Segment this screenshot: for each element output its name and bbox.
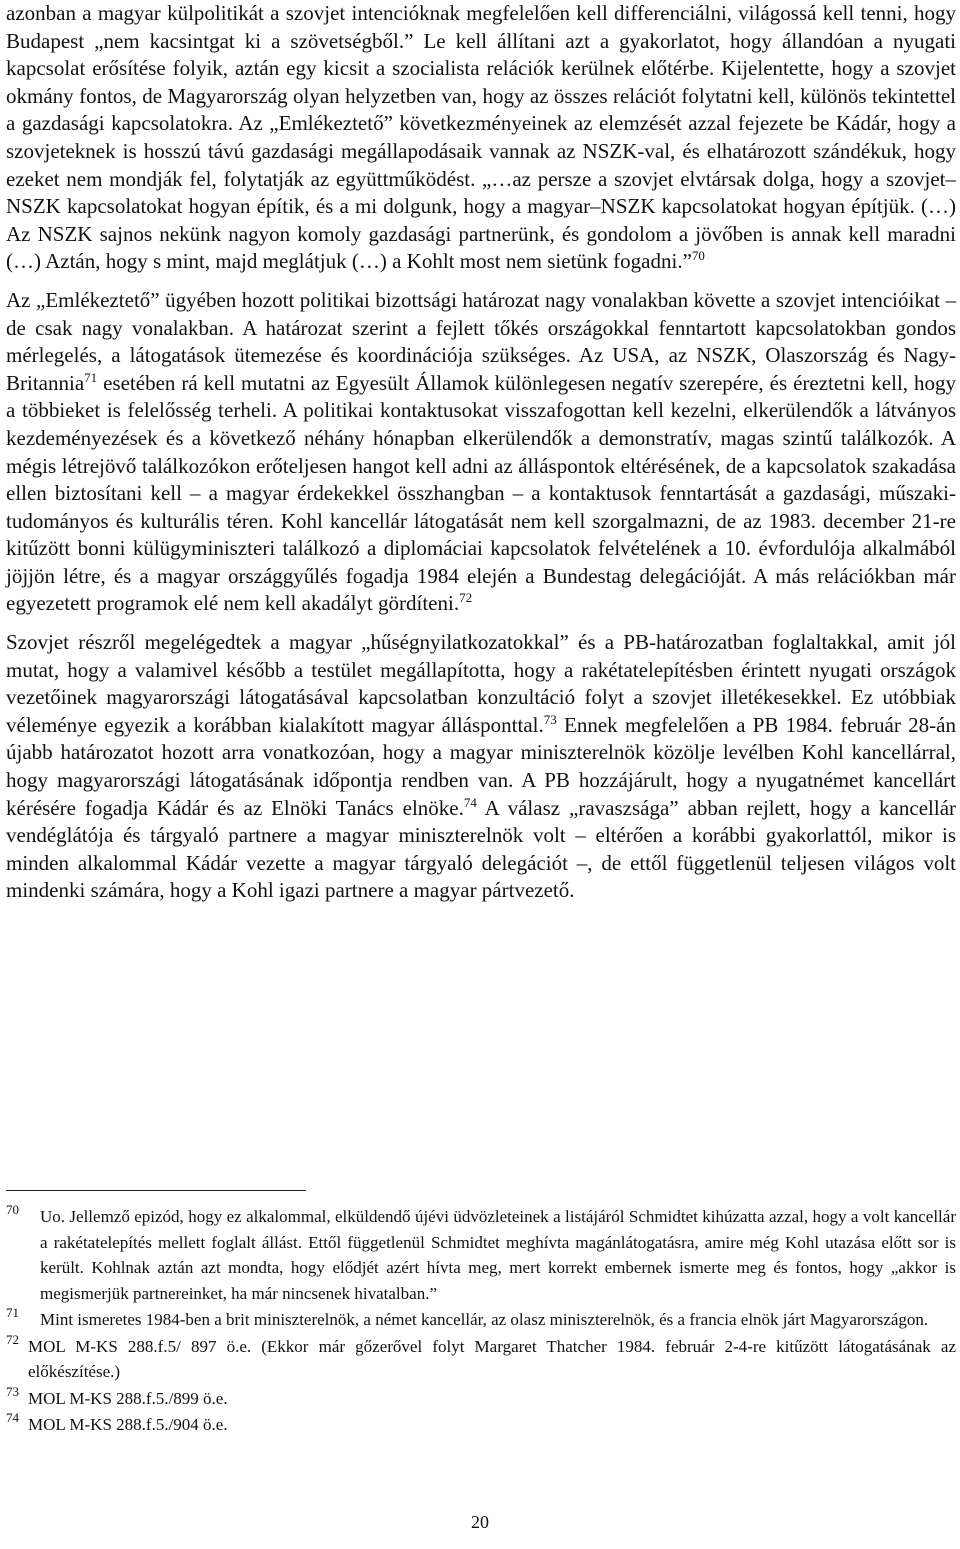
footnote-number: 73 xyxy=(6,1383,19,1399)
paragraph xyxy=(6,629,956,905)
footnote-ref[interactable]: 74 xyxy=(463,794,477,810)
paragraph-text: Az „Emlékeztető” ügyében hozott politikai bizottsági határozat nagy vonalakban követte a szovjet intencióikat – de csak nagy vonalakban. A határozat szerint a fejlett tőkés országokkal fenntartott kapcsolatokban gondos mérlegelés, a látogatások ütemezése és koordinációja szükséges. Az USA, az NSZK, Olaszország és Nagy-Britannia xyxy=(6,287,956,395)
footnote-text: MOL M-KS 288.f.5/ 897 ö.e. (Ekkor már gőzerővel folyt Margaret Thatcher 1984. február 2-4-re kitűzött látogatásának az előkészítése.) xyxy=(28,1336,956,1381)
footnote-74 xyxy=(6,1412,956,1438)
page-number: 20 xyxy=(471,1512,489,1532)
paragraph xyxy=(6,287,956,618)
footnote-70 xyxy=(6,1204,956,1306)
footnote-ref[interactable]: 70 xyxy=(691,248,705,264)
footnote-ref[interactable]: 72 xyxy=(459,590,473,606)
body-text xyxy=(6,0,956,916)
footnote-text: Mint ismeretes 1984-ben a brit miniszterelnök, a német kancellár, az olasz miniszterelnök, és a francia elnök járt Magyarországon. xyxy=(40,1310,929,1329)
paragraph-text: esetében rá kell mutatni az Egyesült Államok különlegesen negatív szerepére, és éreztetni kell, hogy a többieket is felelősség terheli. A politikai kontaktusokat visszafogottan kell kezelni, elkerülendők a látványos kezdeményezések és a következő néhány hónapban elkerülendők a demonstratív, magas szintű találkozók. A mégis létrejövő találkozókon erőteljesen hangot kell adni az álláspontok eltérésének, de a kapcsolatok szakadása ellen biztosítani kell – a magyar érdekekkel összhangban – a kontaktusok fenntartását a gazdasági, műszaki-tudományos és kulturális téren. Kohl kancellár látogatását nem kell szorgalmazni, de az 1983. december 21-re kitűzött bonni külügyminiszteri találkozó a diplomáciai kapcsolatok felvételének a 10. évfordulója alkalmából jöjjön létre, és a magyar országgyűlés fogadja 1984 elején a Bundestag delegációját. A más relációkban már egyezetett programok elé nem kell akadályt gördíteni. xyxy=(6,370,956,616)
footnote-text: MOL M-KS 288.f.5./899 ö.e. xyxy=(28,1388,228,1408)
paragraph xyxy=(6,0,956,276)
footnote-ref[interactable]: 71 xyxy=(84,369,98,385)
paragraph-text: A válasz „ravaszsága” abban rejlett, hogy a kancellár vendéglátója és tárgyaló partnere a magyar miniszterelnök volt – eltérően a korábbi gyakorlattól, mikor is minden alkalommal Kádár vezette a magyar tárgyaló delegációt –, de ettől függetlenül teljesen világos volt mindenki számára, hogy a Kohl igazi partnere a magyar pártvezető. xyxy=(6,795,957,903)
footnote-number: 70 xyxy=(6,1202,19,1217)
footnote-separator xyxy=(6,1190,306,1191)
paragraph-text: Ennek megfelelően a PB 1984. február 28-án újabb határozatot hozott arra vonatkozóan, hogy a magyar miniszterelnök közölje levélben Kohl kancellárral, hogy magyarországi látogatásának időpontja rendben van. A PB hozzájárult, hogy a nyugatnémet kancellárt kérésére fogadja Kádár és az Elnöki Tanács elnöke. xyxy=(6,712,956,820)
paragraph-text: Szovjet részről megelégedtek a magyar „hűségnyilatkozatokkal” és a PB-határozatban foglaltakkal, amit jól mutat, hogy a valamivel később a testület megállapította, hogy a rakétatelepítésben érintett nyugati országok vezetőinek magyarországi látogatásával kapcsolatban konzultáció folyt a szovjet illetékesekkel. Ez utóbbiak véleménye egyezik a korábban kialakított magyar állásponttal. xyxy=(6,630,956,737)
footnote-text: Uo. Jellemző epizód, hogy ez alkalommal, elküldendő újévi üdvözleteinek a listájáról Schmidtet kihúzatta azzal, hogy a volt kancellár a rakétatelepítés mellett foglalt állást. Ettől függetlenül Schmidtet meghívta magánlátogatásra, amire még Kohl utazása előtt sor is került. Kohlnak aztán azt mondta, hogy elődjét azért hívta meg, mert korrekt embernek ismerte meg és fontos, hogy „akkor is megismerjük partnereinket, ha már nincsenek hivatalban.” xyxy=(40,1207,956,1303)
footnote-number: 72 xyxy=(6,1331,19,1347)
footnote-71 xyxy=(6,1307,956,1333)
footnote-number: 74 xyxy=(6,1410,19,1425)
footnote-text: MOL M-KS 288.f.5./904 ö.e. xyxy=(28,1415,228,1434)
paragraph-text: azonban a magyar külpolitikát a szovjet intencióknak megfelelően kell differenciálni, világossá kell tenni, hogy Budapest „nem kacsintgat ki a szövetségből.” Le kell állítani azt a gyakorlatot, hogy állandóan a nyugati kapcsolat erősítése folyik, aztán egy kicsit a szocialista relációk kerülnek előtérbe. Kijelentette, hogy a szovjet okmány fontos, de Magyarország olyan helyzetben van, hogy az összes relációt folytatni kell, különös tekintettel a gazdasági kapcsolatokra. Az „Emlékeztető” következményeinek az elemzését azzal fejezete be Kádár, hogy a szovjeteknek is hosszú távú gazdasági megállapodásaik vannak az NSZK-val, és elhatározott szándékuk, hogy ezeket nem mondják fel, folytatják az együttműködést. „…az persze a szovjet elvtársak dolga, hogy a szovjet–NSZK kapcsolatokat hogyan építik, és a mi dolgunk, hogy a magyar–NSZK kapcsolatokat hogyan építjük. (…) Az NSZK sajnos nekünk nagyon komoly gazdasági partnerünk, és gondolom a jövőben is annak kell maradni (…) Aztán, hogy s mint, majd meglátjuk (…) a Kohlt most nem sietünk fogadni.” xyxy=(6,1,956,274)
footnotes xyxy=(6,1204,956,1439)
footnote-72 xyxy=(6,1331,956,1385)
footnote-ref[interactable]: 73 xyxy=(543,711,557,727)
footnote-73 xyxy=(6,1383,956,1412)
footnote-number: 71 xyxy=(6,1305,19,1320)
